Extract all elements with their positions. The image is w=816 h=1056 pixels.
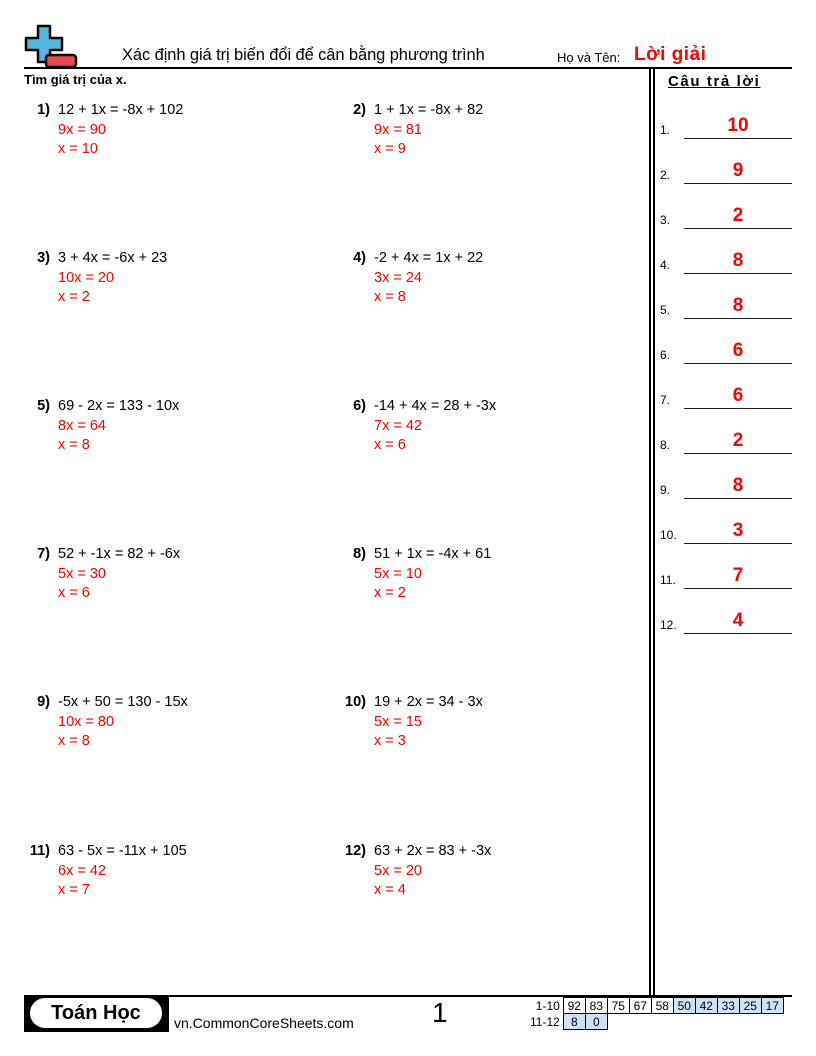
header-divider [24, 67, 792, 69]
problem-number: 1) [37, 102, 50, 118]
problem-solution: x = 8 [374, 289, 406, 305]
score-cell: 83 [585, 998, 607, 1014]
score-cell: 58 [651, 998, 673, 1014]
answer-line [684, 498, 792, 500]
score-cell: 42 [695, 998, 717, 1014]
problem-equation: -14 + 4x = 28 + -3x [374, 398, 497, 414]
name-label: Họ và Tên: [557, 50, 621, 65]
problem-equation: 12 + 1x = -8x + 102 [58, 102, 184, 118]
answer-value: 2 [732, 430, 744, 451]
problem-step: 8x = 64 [58, 417, 106, 434]
problem-step: 5x = 20 [374, 862, 422, 879]
problem-equation: 63 - 5x = -11x + 105 [58, 843, 187, 859]
problem-solution: x = 6 [58, 585, 90, 601]
score-row-label: 1-10 [535, 998, 560, 1013]
answer-line [684, 138, 792, 140]
problem-step: 9x = 90 [58, 121, 106, 138]
answer-value: 3 [732, 520, 744, 541]
column-divider [649, 68, 651, 995]
answers-title: Câu trả lời [668, 73, 761, 90]
answer-line [684, 543, 792, 545]
problem-12 [340, 842, 640, 902]
problem-solution: x = 6 [374, 437, 406, 453]
problem-step: 5x = 30 [58, 565, 106, 582]
score-cell: 67 [629, 998, 651, 1014]
problem-number: 9) [37, 694, 50, 710]
answer-value: 9 [732, 160, 744, 181]
score-cell: 75 [607, 998, 629, 1014]
problem-number: 5) [37, 398, 50, 414]
answer-row-12 [660, 604, 792, 634]
problem-equation: 3 + 4x = -6x + 23 [58, 250, 168, 266]
answer-value: 8 [732, 250, 744, 271]
answer-value: 6 [732, 340, 744, 361]
answer-value: 8 [732, 475, 744, 496]
problem-equation: 63 + 2x = 83 + -3x [374, 843, 492, 859]
answer-row-9 [660, 469, 792, 499]
answer-number: 7. [660, 393, 671, 407]
problem-number: 3) [37, 250, 50, 266]
problem-step: 6x = 42 [58, 862, 106, 879]
answer-row-11 [660, 559, 792, 589]
problem-8 [340, 545, 640, 605]
problem-equation: 69 - 2x = 133 - 10x [58, 398, 180, 414]
answer-value: 6 [732, 385, 744, 406]
answer-line [684, 183, 792, 185]
instructions: Tìm giá trị của x. [24, 72, 127, 87]
problem-number: 8) [353, 546, 366, 562]
answer-row-3 [660, 199, 792, 229]
problem-7 [24, 545, 324, 605]
problem-6 [340, 397, 640, 457]
answer-line [684, 273, 792, 275]
answer-number: 6. [660, 348, 671, 362]
answer-row-8 [660, 424, 792, 454]
problem-2 [340, 101, 640, 161]
answer-number: 2. [660, 168, 671, 182]
answer-line [684, 408, 792, 410]
problem-10 [340, 693, 640, 753]
answer-value: 10 [727, 115, 749, 136]
problem-solution: x = 7 [58, 882, 90, 898]
answer-number: 11. [660, 573, 676, 587]
score-row-1-10 [528, 998, 783, 1014]
answer-number: 9. [660, 483, 671, 497]
answer-number: 3. [660, 213, 671, 227]
problem-solution: x = 8 [58, 733, 90, 749]
answer-row-1 [660, 109, 792, 139]
problem-step: 3x = 24 [374, 269, 422, 286]
problem-equation: 1 + 1x = -8x + 82 [374, 102, 484, 118]
problem-4 [340, 249, 640, 309]
problem-number: 12) [345, 843, 366, 859]
problem-solution: x = 2 [374, 585, 406, 601]
answer-row-6 [660, 334, 792, 364]
problem-11 [24, 842, 324, 902]
problem-equation: 52 + -1x = 82 + -6x [58, 546, 181, 562]
score-cell: 8 [563, 1014, 585, 1030]
problem-number: 11) [29, 843, 50, 859]
score-cell: 25 [739, 998, 761, 1014]
problem-equation: 51 + 1x = -4x + 61 [374, 546, 492, 562]
answer-row-7 [660, 379, 792, 409]
problem-solution: x = 3 [374, 733, 406, 749]
answer-number: 4. [660, 258, 671, 272]
problem-number: 6) [353, 398, 366, 414]
answer-line [684, 588, 792, 590]
problem-solution: x = 8 [58, 437, 90, 453]
score-cell: 17 [761, 998, 783, 1014]
problem-5 [24, 397, 324, 457]
problem-step: 5x = 15 [374, 713, 422, 730]
answer-row-4 [660, 244, 792, 274]
answer-row-2 [660, 154, 792, 184]
problem-number: 4) [353, 250, 366, 266]
score-cell: 92 [563, 998, 585, 1014]
problem-equation: -2 + 4x = 1x + 22 [374, 250, 484, 266]
answer-value: 4 [732, 610, 744, 631]
answer-row-5 [660, 289, 792, 319]
score-table [528, 997, 784, 1030]
problem-solution: x = 9 [374, 141, 406, 157]
page-number: 1 [432, 997, 448, 1028]
problem-equation: -5x + 50 = 130 - 15x [58, 694, 188, 710]
problem-solution: x = 2 [58, 289, 90, 305]
answer-number: 5. [660, 303, 671, 317]
problem-9 [24, 693, 324, 753]
problem-step: 9x = 81 [374, 121, 422, 138]
column-divider [653, 68, 655, 995]
score-cell: 0 [585, 1014, 607, 1030]
answer-row-10 [660, 514, 792, 544]
footer-brand: Toán Học [30, 998, 162, 1028]
answer-value: 7 [732, 565, 744, 586]
answer-line [684, 453, 792, 455]
problem-number: 2) [353, 102, 366, 118]
footer-url: vn.CommonCoreSheets.com [174, 1015, 354, 1031]
answer-number: 12. [660, 618, 677, 632]
answer-line [684, 363, 792, 365]
problem-number: 10) [345, 694, 366, 710]
problem-solution: x = 4 [374, 882, 406, 898]
answer-number: 8. [660, 438, 671, 452]
problem-step: 5x = 10 [374, 565, 422, 582]
problem-solution: x = 10 [58, 141, 98, 157]
answer-line [684, 318, 792, 320]
score-row-label: 11-12 [530, 1014, 560, 1029]
problem-step: 7x = 42 [374, 417, 422, 434]
problem-step: 10x = 80 [58, 713, 115, 730]
answer-line [684, 633, 792, 635]
answer-value: 2 [732, 205, 744, 226]
score-row-11-12 [528, 1014, 783, 1030]
problem-number: 7) [37, 546, 50, 562]
answer-number: 10. [660, 528, 677, 542]
answer-line [684, 228, 792, 230]
score-cell: 33 [717, 998, 739, 1014]
answer-value: 8 [732, 295, 744, 316]
problem-equation: 19 + 2x = 34 - 3x [374, 694, 483, 710]
answer-number: 1. [660, 123, 671, 137]
problem-step: 10x = 20 [58, 269, 115, 286]
score-cell: 50 [673, 998, 695, 1014]
worksheet-title: Xác định giá trị biến đổi để cân bằng phương trình [122, 46, 485, 64]
name-value: Lời giải [634, 44, 707, 65]
problem-3 [24, 249, 324, 309]
problem-1 [24, 101, 324, 161]
logo-plus-minus-icon [24, 24, 80, 70]
